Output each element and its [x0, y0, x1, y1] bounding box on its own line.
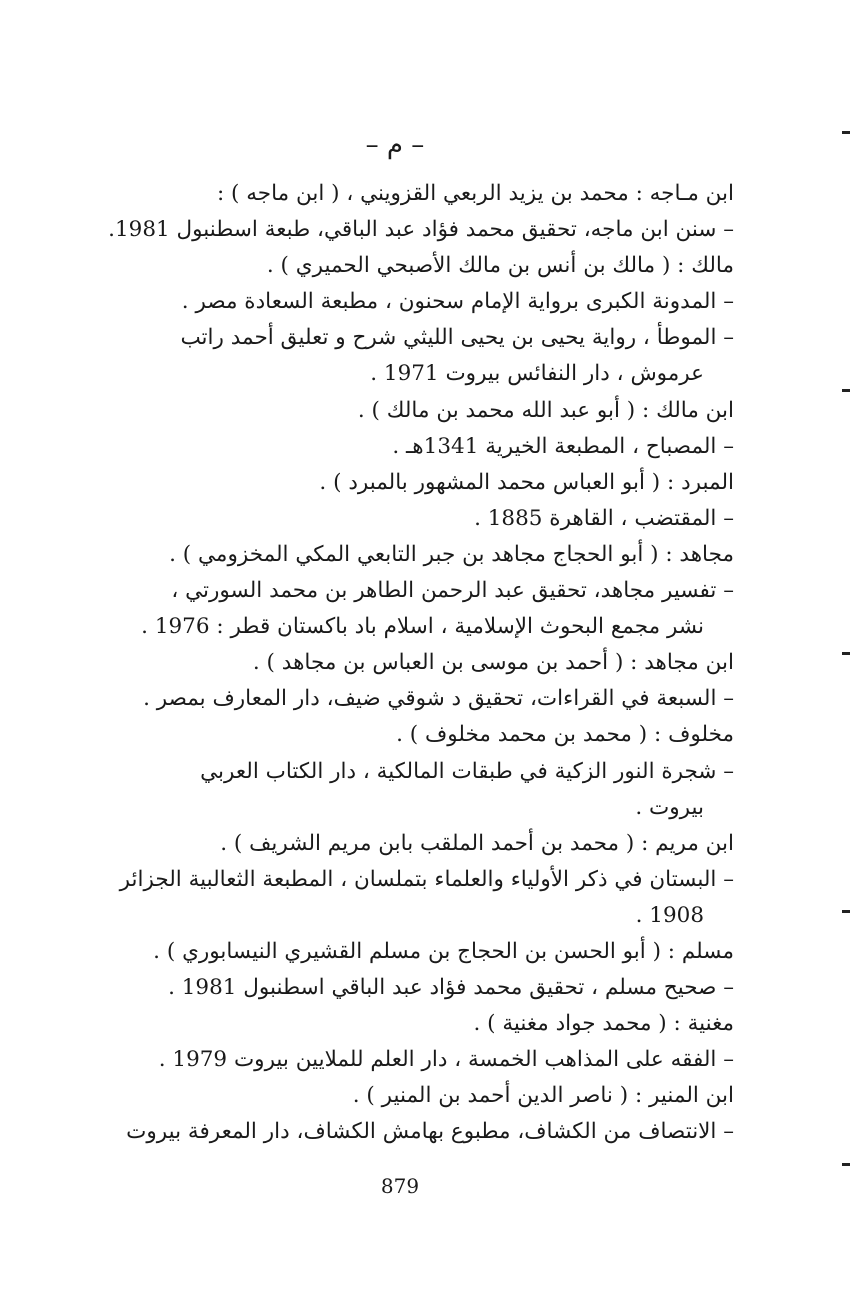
- page-header-letter: – م –: [365, 130, 425, 160]
- continuation-line: نشر مجمع البحوث الإسلامية ، اسلام باد باكستان قطر : 1976 .: [141, 614, 704, 640]
- continuation-line: 1908 .: [635, 902, 704, 928]
- author-line: مجاهد : ( أبو الحجاج مجاهد بن جبر التابعي المكي المخزومي ) .: [169, 541, 734, 567]
- author-line: مخلوف : ( محمد بن محمد مخلوف ) .: [396, 722, 734, 748]
- work-line: – المدونة الكبرى برواية الإمام سحنون ، مطبعة السعادة مصر .: [181, 289, 734, 315]
- work-line: – سنن ابن ماجه، تحقيق محمد فؤاد عبد الباقي، طبعة اسطنبول 1981.: [108, 217, 734, 243]
- bibliography-entries: [64, 176, 734, 1151]
- work-line: – السبعة في القراءات، تحقيق د شوقي ضيف، دار المعارف بمصر .: [143, 686, 734, 712]
- author-line: مالك : ( مالك بن أنس بن مالك الأصبحي الحميري ) .: [266, 253, 734, 279]
- margin-mark: [842, 389, 850, 392]
- author-line: ابن مريم : ( محمد بن أحمد الملقب بابن مريم الشريف ) .: [220, 830, 734, 856]
- work-line: – الانتصاف من الكشاف، مطبوع بهامش الكشاف، دار المعرفة بيروت: [126, 1119, 734, 1145]
- author-line: ابن المنير : ( ناصر الدين أحمد بن المنير ) .: [352, 1083, 734, 1109]
- work-line: – الموطأ ، رواية يحيى بن يحيى الليثي شرح و تعليق أحمد راتب: [180, 325, 734, 351]
- work-line: – الفقه على المذاهب الخمسة ، دار العلم للملايين بيروت 1979 .: [158, 1047, 734, 1073]
- author-line: المبرد : ( أبو العباس محمد المشهور بالمبرد ) .: [319, 469, 734, 495]
- page-number: 879: [380, 1174, 420, 1198]
- author-line: مغنية : ( محمد جواد مغنية ) .: [473, 1011, 734, 1037]
- author-line: ابن مـاجه : محمد بن يزيد الربعي القزويني ، ( ابن ماجه ) :: [216, 181, 734, 206]
- margin-mark: [842, 131, 850, 134]
- work-line: – صحيح مسلم ، تحقيق محمد فؤاد عبد الباقي اسطنبول 1981 .: [168, 975, 734, 1001]
- work-line: – المصباح ، المطبعة الخيرية 1341هـ .: [392, 433, 734, 459]
- author-line: ابن مجاهد : ( أحمد بن موسى بن العباس بن مجاهد ) .: [252, 650, 734, 676]
- author-line: ابن مالك : ( أبو عبد الله محمد بن مالك ) .: [357, 397, 734, 423]
- work-line: – البستان في ذكر الأولياء والعلماء بتملسان ، المطبعة الثعالبية الجزائر: [119, 866, 734, 892]
- work-line: – شجرة النور الزكية في طبقات المالكية ، دار الكتاب العربي: [200, 758, 734, 784]
- continuation-line: بيروت .: [635, 794, 704, 820]
- margin-mark: [842, 1163, 850, 1166]
- continuation-line: عرموش ، دار النفائس بيروت 1971 .: [370, 361, 704, 387]
- work-line: – تفسير مجاهد، تحقيق عبد الرحمن الطاهر بن محمد السورتي ،: [171, 578, 734, 604]
- author-line: مسلم : ( أبو الحسن بن الحجاج بن مسلم القشيري النيسابوري ) .: [153, 938, 734, 964]
- margin-mark: [842, 910, 850, 913]
- margin-mark: [842, 652, 850, 655]
- work-line: – المقتضب ، القاهرة 1885 .: [474, 505, 734, 531]
